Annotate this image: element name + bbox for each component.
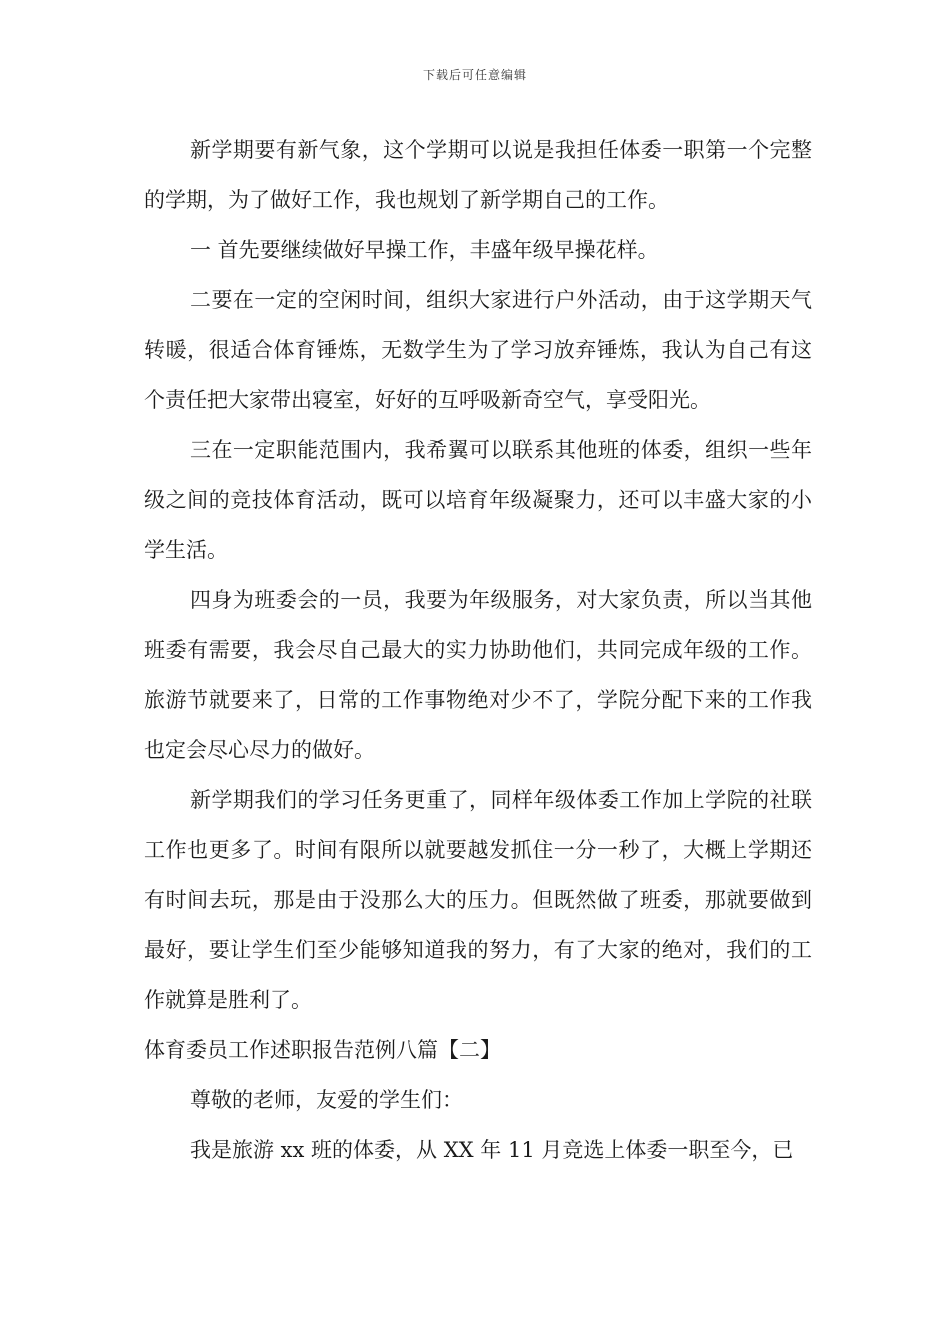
paragraph-plan-two: 二要在一定的空闲时间，组织大家进行户外活动，由于这学期天气转暖，很适合体育锤炼，无数学生为了学习放弃锤炼，我认为自己有这个责任把大家带出寝室，好好的互呼吸新奇空气，享受阳光。 — [144, 288, 812, 412]
paragraph-plan-three: 三在一定职能范围内，我希翼可以联系其他班的体委，组织一些年级之间的竞技体育活动，既可以培育年级凝聚力，还可以丰盛大家的小学生活。 — [144, 438, 812, 562]
page-header-note: 下载后可任意编辑 — [422, 68, 527, 82]
section-heading: 体育委员工作述职报告范例八篇【二】 — [144, 1038, 501, 1062]
paragraph-plan-one: 一 首先要继续做好早操工作，丰盛年级早操花样。 — [190, 238, 659, 262]
paragraph-greeting: 尊敬的老师，友爱的学生们： — [190, 1088, 463, 1112]
paragraph-self-intro: 我是旅游 xx 班的体委，从 XX 年 11 月竞选上体委一职至今，已 — [190, 1138, 794, 1162]
document-body — [144, 125, 812, 1175]
paragraph-plan-four: 四身为班委会的一员，我要为年级服务，对大家负责，所以当其他班委有需要，我会尽自己最大的实力协助他们，共同完成年级的工作。旅游节就要来了，日常的工作事物绝对少不了，学院分配下来的工作我也定会尽心尽力的做好。 — [144, 588, 812, 762]
paragraph-conclusion: 新学期我们的学习任务更重了，同样年级体委工作加上学院的社联工作也更多了。时间有限所以就要越发抓住一分一秒了，大概上学期还有时间去玩，那是由于没那么大的压力。但既然做了班委，那就要做到最好，要让学生们至少能够知道我的努力，有了大家的绝对，我们的工作就算是胜利了。 — [144, 788, 812, 1012]
paragraph-intro: 新学期要有新气象，这个学期可以说是我担任体委一职第一个完整的学期，为了做好工作，我也规划了新学期自己的工作。 — [144, 138, 812, 212]
